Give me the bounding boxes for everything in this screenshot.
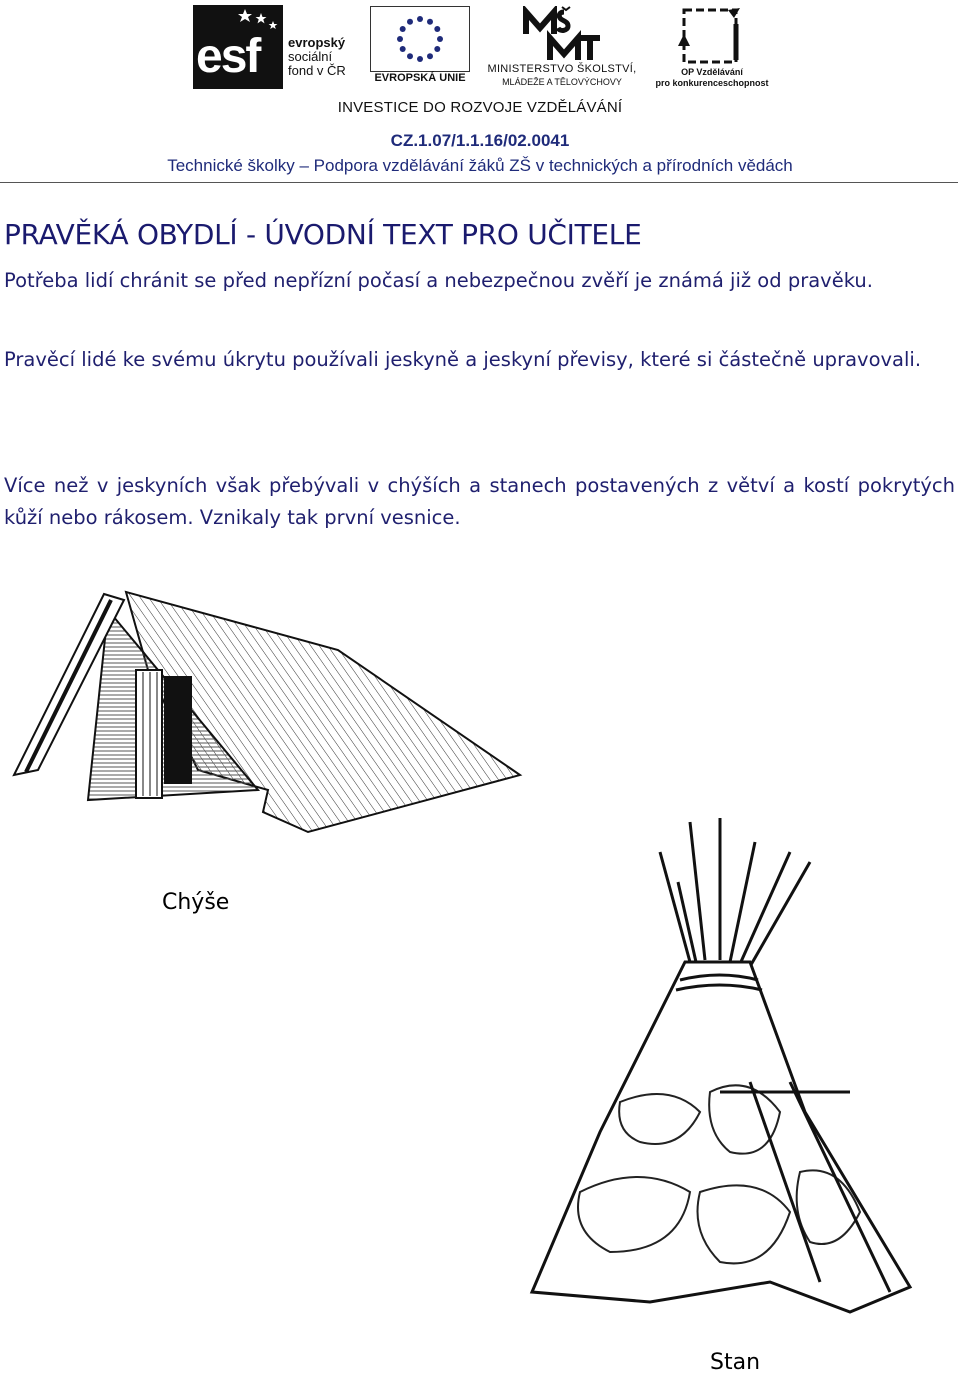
tent-poles [660,818,810,970]
header-divider [0,182,958,183]
eu-label: EVROPSKÁ UNIE [374,72,466,84]
op-mark-icon [678,4,746,66]
tent-cover [532,962,910,1312]
op-line-2: pro konkurenceschopnost [655,78,769,88]
esf-line-3: fond v ČR [288,63,346,78]
eu-flag-logo [370,6,470,72]
esf-line-2: sociální [288,49,333,64]
doorway [164,676,192,784]
paragraph-3: Více než v jeskyních však přebývali v chýších a stanech postavených z větví a kostí pokrytých kůží nebo rákosem. Vznikaly tak první vesnice. [4,474,955,529]
hut-caption: Chýše [162,890,230,915]
esf-mark: esf [196,30,260,83]
paragraph-1: Potřeba lidí chránit se před nepřízní počasí a nebezpečnou zvěří je známá již od pravěku. [4,269,873,292]
door [136,670,162,798]
esf-wordmark [288,36,346,78]
tent-caption: Stan [710,1350,761,1375]
esf-line-1: evropský [288,35,346,50]
invest-slogan: INVESTICE DO ROZVOJE VZDĚLÁVÁNÍ [337,99,623,116]
op-line-1: OP Vzdělávání [681,67,743,77]
hut-illustration [8,580,528,840]
msmt-line-2: MLÁDEŽE A TĚLOVÝCHOVY [502,77,622,87]
paragraph-2: Pravěcí lidé ke svému úkrytu používali jeskyně a jeskyní převisy, které si částečně upravovali. [4,348,922,371]
eu-stars-icon [371,7,469,71]
page-title: PRAVĚKÁ OBYDLÍ - ÚVODNÍ TEXT PRO UČITELE [4,218,642,251]
op-logo [678,4,746,66]
msmt-logo [520,6,602,62]
msmt-line-1: MINISTERSTVO ŠKOLSTVÍ, [487,63,637,75]
tent-illustration [520,812,920,1322]
registration-number: CZ.1.07/1.1.16/02.0041 [390,131,570,150]
project-name: Technické školky – Podpora vzdělávání žáků ZŠ v technických a přírodních vědách [167,156,793,175]
msmt-mark-icon [520,6,602,62]
